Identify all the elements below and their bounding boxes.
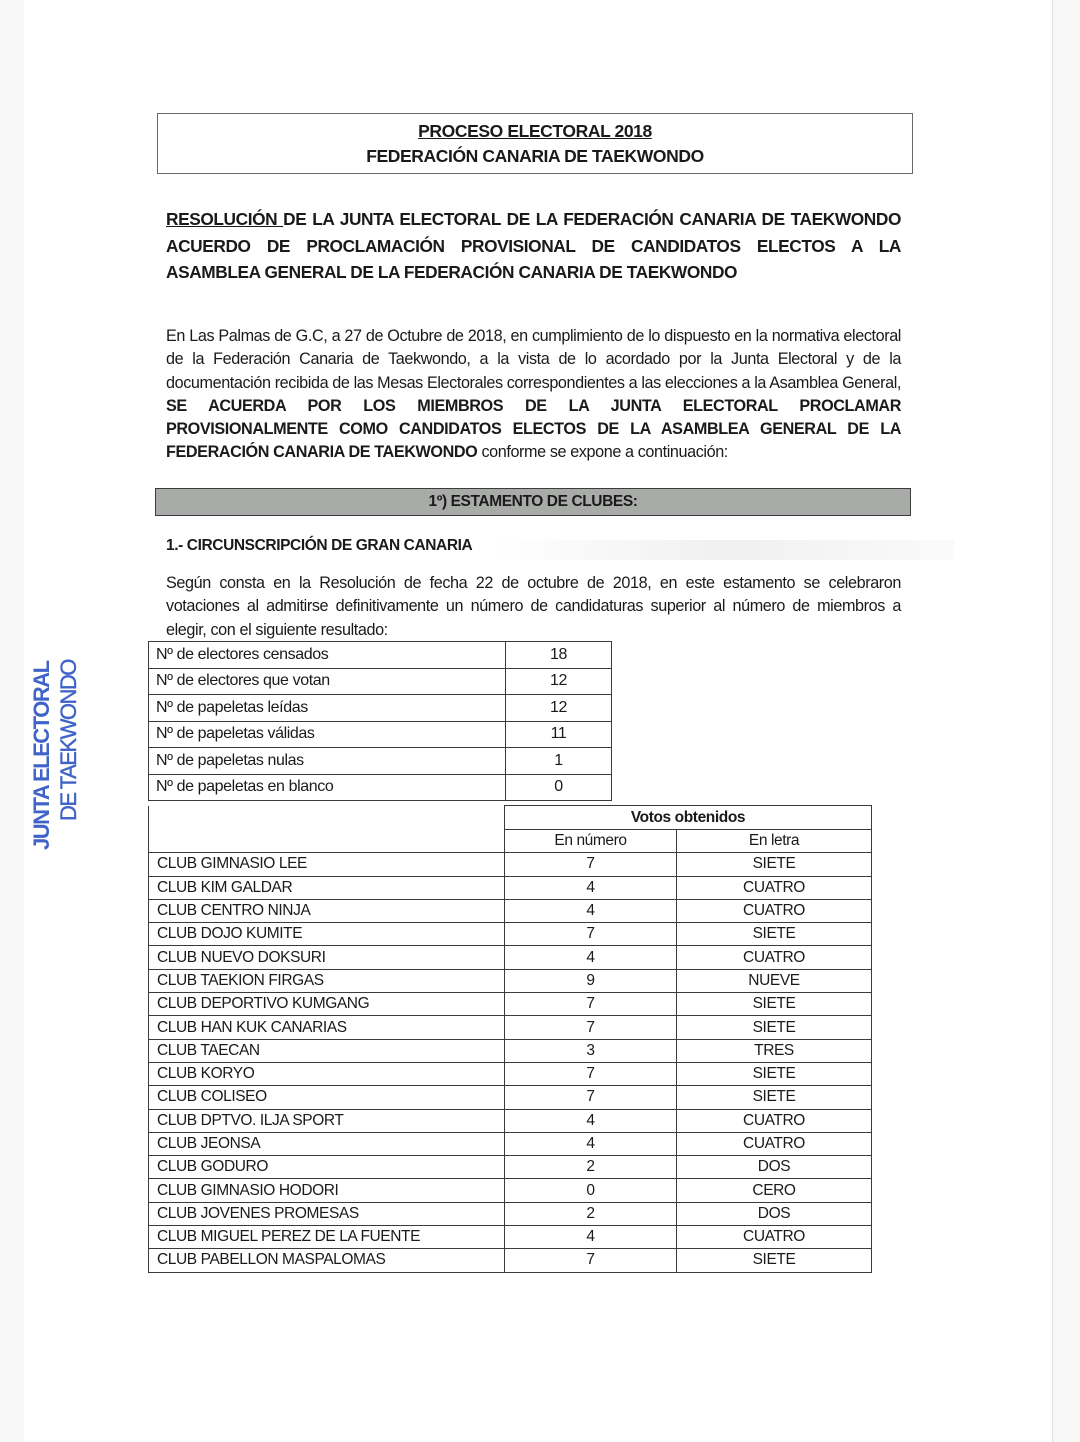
stats-row — [149, 695, 612, 722]
constituency-heading: 1.- CIRCUNSCRIPCIÓN DE GRAN CANARIA — [166, 537, 473, 554]
club-row — [149, 1109, 872, 1132]
votes-number: 4 — [505, 1132, 677, 1155]
club-name: CLUB DPTVO. ILJA SPORT — [149, 1109, 505, 1132]
club-row — [149, 899, 872, 922]
club-name: CLUB TAECAN — [149, 1039, 505, 1062]
club-name: CLUB GODURO — [149, 1156, 505, 1179]
votes-letter: SIETE — [677, 993, 872, 1016]
stats-label: Nº de papeletas leídas — [149, 695, 506, 722]
votes-number: 4 — [505, 946, 677, 969]
club-row — [149, 946, 872, 969]
stats-label: Nº de electores censados — [149, 642, 506, 669]
club-row — [149, 1039, 872, 1062]
votes-letter: CUATRO — [677, 899, 872, 922]
club-row — [149, 923, 872, 946]
col-header-number: En número — [505, 830, 677, 853]
club-name: CLUB JEONSA — [149, 1132, 505, 1155]
club-name: CLUB JOVENES PROMESAS — [149, 1202, 505, 1225]
votes-number: 2 — [505, 1202, 677, 1225]
stats-row — [149, 721, 612, 748]
club-row — [149, 993, 872, 1016]
club-name: CLUB MIGUEL PEREZ DE LA FUENTE — [149, 1226, 505, 1249]
club-name: CLUB PABELLON MASPALOMAS — [149, 1249, 505, 1272]
votes-number: 7 — [505, 1249, 677, 1272]
document-page — [24, 0, 1053, 1442]
stats-value: 11 — [506, 721, 612, 748]
club-row — [149, 1062, 872, 1085]
club-name: CLUB COLISEO — [149, 1086, 505, 1109]
votes-letter: SIETE — [677, 853, 872, 876]
club-name: CLUB NUEVO DOKSURI — [149, 946, 505, 969]
club-row — [149, 1202, 872, 1225]
votes-letter: NUEVE — [677, 969, 872, 992]
votes-number: 7 — [505, 853, 677, 876]
club-row — [149, 853, 872, 876]
col-header-letter: En letra — [677, 830, 872, 853]
votes-number: 4 — [505, 899, 677, 922]
votes-letter: TRES — [677, 1039, 872, 1062]
votes-letter: CERO — [677, 1179, 872, 1202]
document-title-box — [157, 113, 913, 174]
document-subtitle: FEDERACIÓN CANARIA DE TAEKWONDO — [366, 146, 704, 166]
club-name: CLUB GIMNASIO HODORI — [149, 1179, 505, 1202]
votes-number: 7 — [505, 1062, 677, 1085]
votes-number: 3 — [505, 1039, 677, 1062]
votes-letter: SIETE — [677, 1086, 872, 1109]
votes-number: 4 — [505, 1226, 677, 1249]
scan-shadow — [494, 540, 954, 560]
votes-letter: SIETE — [677, 1249, 872, 1272]
club-name: CLUB CENTRO NINJA — [149, 899, 505, 922]
votes-letter: CUATRO — [677, 876, 872, 899]
votes-letter: SIETE — [677, 1062, 872, 1085]
resolution-label: RESOLUCIÓN — [166, 209, 284, 229]
intro-paragraph: En Las Palmas de G.C, a 27 de Octubre de 2018, en cumplimiento de lo dispuesto en la normativa electoral de la Federación Canaria de Taekwondo, a la vista de lo acordado por la Junta Electoral y de la documentación recibida de las Mesas Electorales correspondientes a las elecciones a la Asamblea General, SE ACUERDA POR LOS MIEMBROS DE LA JUNTA ELECTORAL PROCLAMAR PROVISIONALMENTE COMO CANDIDATOS ELECTOS DE LA ASAMBLEA GENERAL DE LA FEDERACIÓN CANARIA DE TAEKWONDO conforme se expone a continuación: — [166, 327, 901, 462]
votes-group-header: Votos obtenidos — [505, 806, 872, 830]
club-name: CLUB GIMNASIO LEE — [149, 853, 505, 876]
resolution-heading: RESOLUCIÓN DE LA JUNTA ELECTORAL DE LA FEDERACIÓN CANARIA DE TAEKWONDO ACUERDO DE PROCLAMACIÓN PROVISIONAL DE CANDIDATOS ELECTOS A LA ASAMBLEA GENERAL DE LA FEDERACIÓN CANARIA DE TAEKWONDO — [166, 209, 901, 282]
stats-value: 12 — [506, 668, 612, 695]
stats-value: 12 — [506, 695, 612, 722]
stats-value: 1 — [506, 748, 612, 775]
votes-number: 9 — [505, 969, 677, 992]
club-name: CLUB DEPORTIVO KUMGANG — [149, 993, 505, 1016]
junta-electoral-stamp — [27, 660, 117, 853]
club-row — [149, 1249, 872, 1272]
votes-number: 2 — [505, 1156, 677, 1179]
stats-row — [149, 668, 612, 695]
votes-number: 0 — [505, 1179, 677, 1202]
stats-row — [149, 748, 612, 775]
club-row — [149, 876, 872, 899]
stats-label: Nº de papeletas en blanco — [149, 774, 506, 801]
club-row — [149, 1016, 872, 1039]
votes-number: 7 — [505, 923, 677, 946]
stats-label: Nº de papeletas válidas — [149, 721, 506, 748]
club-name: CLUB KIM GALDAR — [149, 876, 505, 899]
votes-letter: CUATRO — [677, 1109, 872, 1132]
section-paragraph: Según consta en la Resolución de fecha 22 de octubre de 2018, en este estamento se celebraron votaciones al admitirse definitivamente un número de candidaturas superior al número de miembros a elegir, con el siguiente resultado: — [166, 574, 901, 639]
stats-label: Nº de electores que votan — [149, 668, 506, 695]
club-name: CLUB KORYO — [149, 1062, 505, 1085]
club-column-header — [149, 806, 505, 853]
club-row — [149, 1156, 872, 1179]
votes-letter: SIETE — [677, 923, 872, 946]
votes-letter: CUATRO — [677, 946, 872, 969]
ballot-stats-table — [148, 641, 612, 801]
stats-label: Nº de papeletas nulas — [149, 748, 506, 775]
club-row — [149, 1132, 872, 1155]
stats-value: 18 — [506, 642, 612, 669]
votes-number: 7 — [505, 1086, 677, 1109]
club-name: CLUB HAN KUK CANARIAS — [149, 1016, 505, 1039]
club-row — [149, 969, 872, 992]
stats-row — [149, 774, 612, 801]
votes-letter: DOS — [677, 1156, 872, 1179]
votes-letter: SIETE — [677, 1016, 872, 1039]
votes-letter: CUATRO — [677, 1226, 872, 1249]
votes-number: 7 — [505, 993, 677, 1016]
club-row — [149, 1086, 872, 1109]
document-title: PROCESO ELECTORAL 2018 — [418, 121, 652, 141]
votes-letter: DOS — [677, 1202, 872, 1225]
votes-number: 4 — [505, 876, 677, 899]
votes-number: 4 — [505, 1109, 677, 1132]
club-row — [149, 1226, 872, 1249]
club-name: CLUB DOJO KUMITE — [149, 923, 505, 946]
club-row — [149, 1179, 872, 1202]
intro-agreement: SE ACUERDA POR LOS MIEMBROS DE LA JUNTA ELECTORAL PROCLAMAR PROVISIONALMENTE COMO CANDIDATOS ELECTOS DE LA ASAMBLEA GENERAL DE LA FEDERACIÓN CANARIA DE TAEKWONDO — [166, 396, 901, 462]
section-heading: 1º) ESTAMENTO DE CLUBES: — [155, 488, 911, 516]
stamp-line-1: JUNTA ELECTORAL — [29, 661, 54, 850]
votes-letter: CUATRO — [677, 1132, 872, 1155]
stats-value: 0 — [506, 774, 612, 801]
stamp-line-2: DE TAEKWONDO — [56, 660, 81, 821]
club-name: CLUB TAEKION FIRGAS — [149, 969, 505, 992]
votes-number: 7 — [505, 1016, 677, 1039]
stats-row — [149, 642, 612, 669]
votes-table — [148, 805, 872, 1273]
